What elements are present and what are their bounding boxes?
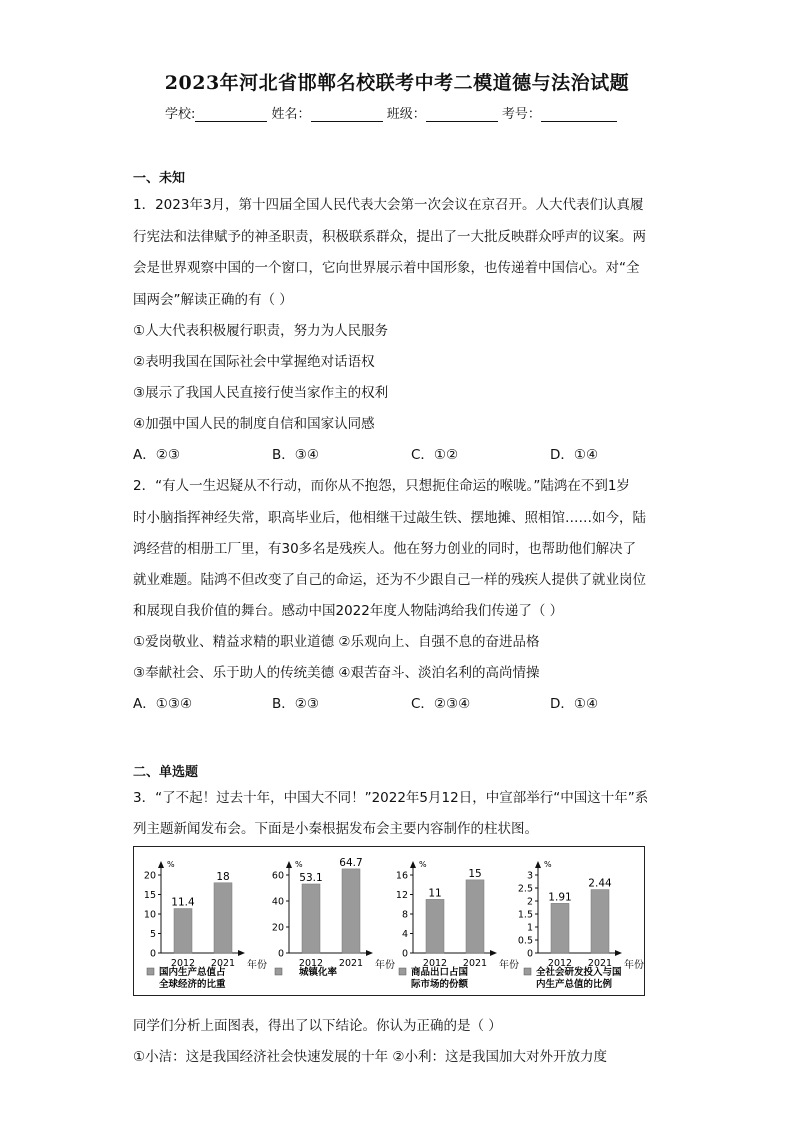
q2-line: 鸿经营的相册工厂里，有30多名是残疾人。他在努力创业的同时，也帮助他们解决了 — [133, 541, 637, 557]
unit-label: % — [295, 860, 303, 869]
legend-swatch — [524, 968, 531, 975]
y-tick-label: 12 — [395, 890, 408, 901]
bar — [551, 903, 569, 953]
data-label: 1.91 — [548, 891, 572, 904]
y-tick-label: 8 — [401, 909, 408, 921]
legend-swatch — [399, 968, 406, 975]
y-tick-label: 1.5 — [517, 909, 533, 921]
name-label: 姓名： — [271, 107, 311, 122]
bar — [342, 869, 360, 953]
y-tick-label: 2.5 — [517, 883, 533, 895]
q1-line: 1．2023年3月，第十四届全国人民代表大会第一次会议在京召开。人大代表们认真履 — [133, 197, 644, 213]
class-label: 班级： — [386, 107, 426, 122]
q2-option-d[interactable]: D．①④ — [550, 696, 599, 712]
q1-option-d[interactable]: D．①④ — [550, 447, 599, 463]
y-tick-label: 60 — [271, 870, 284, 882]
legend-swatch — [147, 968, 154, 975]
legend-label: 商品出口占国 — [411, 967, 469, 978]
x-axis-label: 年份 — [247, 960, 267, 971]
bar — [302, 884, 320, 953]
data-label: 11 — [428, 887, 442, 900]
bar — [466, 880, 484, 953]
y-tick-label: 0 — [277, 948, 284, 960]
y-tick-label: 20 — [271, 922, 284, 934]
q2-item: ①爱岗敬业、精益求精的职业道德 ②乐观向上、自强不息的奋进品格 — [133, 634, 540, 650]
y-tick-label: 3 — [526, 870, 533, 882]
q2-line: 就业难题。陆鸿不但改变了自己的命运，还为不少跟自己一样的残疾人提供了就业岗位 — [133, 572, 646, 588]
x-axis-label: 年份 — [499, 960, 519, 971]
q3-line: 列主题新闻发布会。下面是小秦根据发布会主要内容制作的柱状图。 — [133, 821, 538, 837]
y-tick-label: 2 — [526, 896, 533, 908]
x-tick-label: 2012 — [170, 958, 196, 969]
bar — [214, 883, 232, 953]
bar — [591, 890, 609, 953]
student-info-row — [165, 103, 617, 122]
y-axis-arrow — [535, 861, 541, 868]
y-tick-label: 0 — [401, 948, 408, 960]
q2-line: 和展现自我价值的舞台。感动中国2022年度人物陆鸿给我们传递了（ ） — [133, 603, 564, 619]
data-label: 18 — [216, 870, 230, 883]
y-tick-label: 5 — [149, 929, 156, 940]
legend-label: 国内生产总值占 — [159, 967, 226, 978]
y-tick-label: 15 — [143, 890, 156, 901]
q1-option-a[interactable]: A．②③ — [133, 447, 180, 463]
class-blank[interactable] — [426, 107, 498, 122]
y-tick-label: 40 — [271, 896, 284, 908]
q1-option-b[interactable]: B．③④ — [272, 447, 319, 463]
x-tick-label: 2021 — [338, 958, 364, 969]
q2-option-b[interactable]: B．②③ — [272, 696, 319, 712]
number-label: 考号： — [501, 107, 541, 122]
bar — [174, 909, 192, 953]
data-label: 53.1 — [299, 871, 323, 884]
q1-line: 国两会”解读正确的有（ ） — [133, 292, 293, 308]
q3-after-line: 同学们分析上面图表，得出了以下结论。你认为正确的是（ ） — [133, 1018, 502, 1034]
data-label: 64.7 — [339, 856, 363, 869]
unit-label: % — [419, 860, 427, 869]
legend-label: 全球经济的比重 — [159, 979, 226, 990]
page-title: 2023年河北省邯郸名校联考中考二模道德与法治试题 — [164, 72, 630, 94]
x-axis-arrow — [238, 950, 245, 956]
legend-label: 内生产总值的比例 — [536, 979, 613, 990]
x-axis-arrow — [366, 950, 373, 956]
y-axis-arrow — [158, 861, 164, 868]
x-tick-label: 2012 — [298, 958, 324, 969]
data-label: 2.44 — [588, 877, 612, 890]
bar-charts-svg — [134, 847, 646, 997]
y-tick-label: 10 — [143, 909, 156, 921]
data-label: 15 — [468, 867, 482, 880]
q1-line: 会是世界观察中国的一个窗口，它向世界展示着中国形象，也传递着中国信心。对“全 — [133, 260, 640, 276]
q1-option-c[interactable]: C．①② — [411, 447, 459, 463]
number-blank[interactable] — [541, 107, 617, 122]
y-tick-label: 20 — [143, 870, 156, 882]
y-tick-label: 1 — [526, 922, 533, 934]
x-axis-label: 年份 — [375, 960, 395, 971]
q1-line: 行宪法和法律赋予的神圣职责，积极联系群众，提出了一大批反映群众呼声的议案。两 — [133, 229, 646, 245]
x-tick-label: 2021 — [587, 958, 613, 969]
school-label: 学校: — [165, 107, 196, 122]
school-blank[interactable] — [195, 107, 267, 122]
q2-line: 2．“有人一生迟疑从不行动，而你从不抱怨，只想扼住命运的喉咙。”陆鸿在不到1岁 — [133, 478, 630, 494]
q2-option-c[interactable]: C．②③④ — [411, 696, 471, 712]
name-blank[interactable] — [311, 107, 383, 122]
x-axis-arrow — [615, 950, 622, 956]
q2-item: ③奉献社会、乐于助人的传统美德 ④艰苦奋斗、淡泊名利的高尚情操 — [133, 665, 540, 681]
x-tick-label: 2012 — [422, 958, 448, 969]
q2-option-a[interactable]: A．①③④ — [133, 696, 193, 712]
y-tick-label: 0 — [149, 948, 156, 960]
legend-swatch — [275, 968, 282, 975]
legend-label: 全社会研发投入与国 — [536, 967, 622, 978]
x-tick-label: 2021 — [462, 958, 488, 969]
unit-label: % — [167, 860, 175, 869]
q3-after-line: ①小洁：这是我国经济社会快速发展的十年 ②小利：这是我国加大对外开放力度 — [133, 1049, 607, 1065]
bar — [426, 899, 444, 953]
q1-item: ①人大代表积极履行职责，努力为人民服务 — [133, 323, 389, 339]
bar-chart-panel — [133, 846, 645, 996]
q2-line: 时小脑指挥神经失常，职高毕业后，他相继干过敲生铁、摆地摊、照相馆……如今，陆 — [133, 510, 646, 526]
q1-item: ③展示了我国人民直接行使当家作主的权利 — [133, 385, 389, 401]
y-axis-arrow — [410, 861, 416, 868]
x-tick-label: 2012 — [547, 958, 573, 969]
section-heading-single-choice: 二、单选题 — [133, 765, 199, 780]
section-heading-unknown: 一、未知 — [133, 171, 186, 186]
x-axis-label: 年份 — [624, 960, 644, 971]
y-axis-arrow — [286, 861, 292, 868]
x-axis-arrow — [490, 950, 497, 956]
q1-item: ④加强中国人民的制度自信和国家认同感 — [133, 416, 375, 432]
x-tick-label: 2021 — [210, 958, 236, 969]
y-tick-label: 4 — [401, 929, 408, 940]
q1-item: ②表明我国在国际社会中掌握绝对话语权 — [133, 354, 375, 370]
unit-label: % — [544, 860, 552, 869]
legend-label: 际市场的份额 — [411, 979, 469, 990]
data-label: 11.4 — [171, 896, 195, 909]
y-tick-label: 16 — [395, 870, 408, 882]
legend-label: 城镇化率 — [299, 967, 338, 978]
y-tick-label: 0 — [526, 948, 533, 960]
q3-line: 3．“了不起！过去十年，中国大不同！”2022年5月12日，中宣部举行“中国这十年”系 — [133, 790, 649, 806]
y-tick-label: 0.5 — [517, 935, 533, 947]
